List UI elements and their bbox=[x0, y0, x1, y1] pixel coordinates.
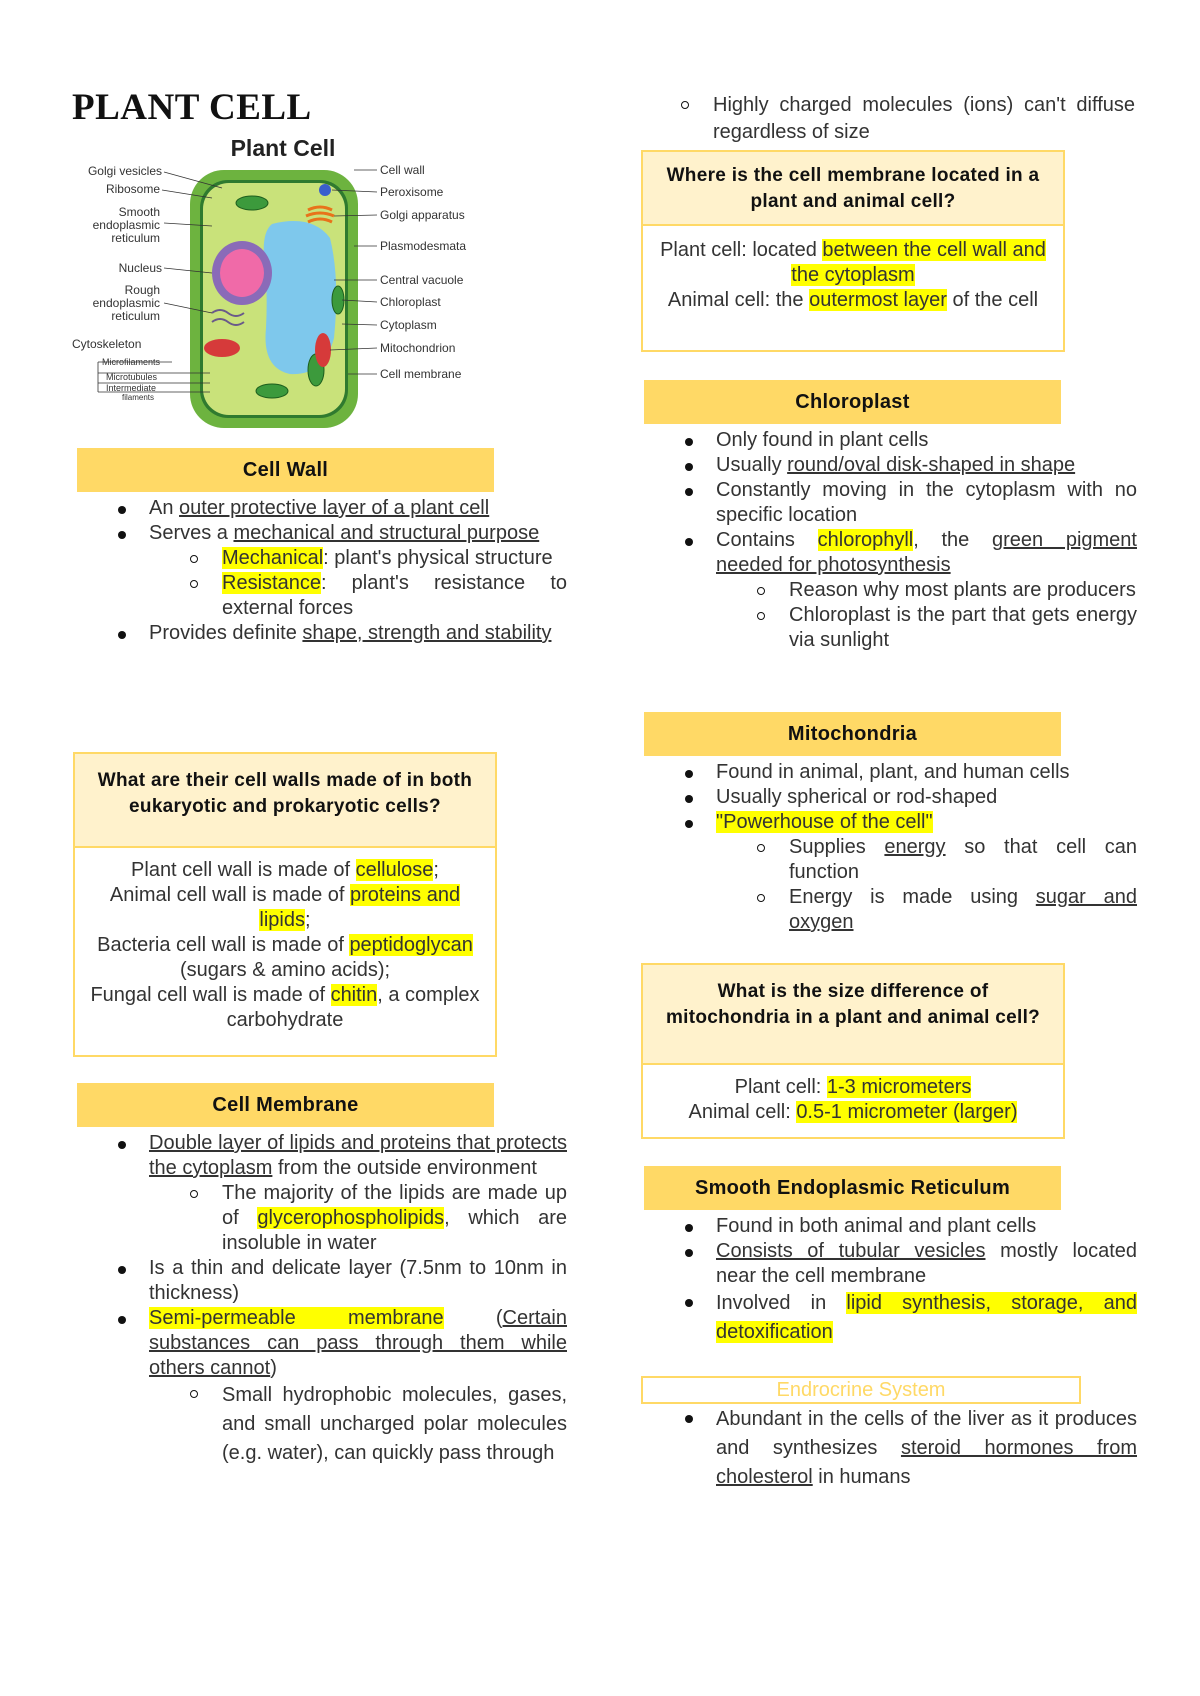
label-golgi-vesicles: Golgi vesicles bbox=[87, 164, 162, 178]
list-item: Mechanical: plant's physical structure bbox=[77, 546, 567, 571]
label-mitochondrion: Mitochondrion bbox=[380, 341, 456, 355]
nucleus-shape bbox=[220, 249, 264, 297]
chloroplast-list bbox=[644, 428, 1137, 653]
label-rough-er-2: endoplasmic bbox=[92, 296, 160, 310]
answer-text: Plant cell wall is made of cellulose; Animal cell wall is made of proteins and lipids; Bacteria cell wall is made of peptidoglycan (sugars & amino acids); Fungal cell wall is made of chitin, a complex carbohydrate bbox=[90, 859, 480, 1031]
diagram-heading: Plant Cell bbox=[230, 135, 336, 161]
list-item: The majority of the lipids are made up of glycerophospholipids, which are insoluble in water bbox=[77, 1181, 567, 1256]
list-item: Constantly moving in the cytoplasm with no specific location bbox=[644, 478, 1137, 528]
list-item: Double layer of lipids and proteins that protects the cytoplasm from the outside environment The majority of the lipids are made up of glycerophospholipids, which are insoluble in water bbox=[77, 1131, 567, 1256]
question-heading: What are their cell walls made of in both eukaryotic and prokaryotic cells? bbox=[75, 754, 495, 848]
list-item: Semi-permeable membrane (Certain substances can pass through them while others cannot) Small hydrophobic molecules, gases, and small uncharged polar molecules (e.g. water), can quickly pass through bbox=[77, 1306, 567, 1468]
label-microfilaments: Microfilaments bbox=[102, 357, 161, 367]
label-ribosome: Ribosome bbox=[105, 182, 160, 196]
mitochondria-list bbox=[644, 760, 1137, 935]
label-smooth-er-3: reticulum bbox=[111, 231, 160, 245]
label-smooth-er-1: Smooth bbox=[118, 205, 160, 219]
label-rough-er-1: Rough bbox=[124, 283, 160, 297]
list-item: Abundant in the cells of the liver as it produces and synthesizes steroid hormones from cholesterol in humans bbox=[644, 1405, 1137, 1492]
cell-walls-question-box bbox=[73, 752, 497, 1057]
question-heading: What is the size difference of mitochondria in a plant and animal cell? bbox=[643, 965, 1063, 1065]
list-item: Reason why most plants are producers bbox=[644, 578, 1137, 603]
list-item: Found in both animal and plant cells bbox=[644, 1214, 1137, 1239]
list-item: Involved in lipid synthesis, storage, and detoxification bbox=[644, 1289, 1137, 1347]
label-plasmodesmata: Plasmodesmata bbox=[380, 239, 467, 253]
question-heading: Where is the cell membrane located in a plant and animal cell? bbox=[643, 152, 1063, 226]
label-cell-wall: Cell wall bbox=[380, 163, 425, 177]
smooth-er-header: Smooth Endoplasmic Reticulum bbox=[644, 1166, 1061, 1210]
list-item: "Powerhouse of the cell" Supplies energy so that cell can function Energy is made using sugar and oxygen bbox=[644, 810, 1137, 935]
cell-membrane-header: Cell Membrane bbox=[77, 1083, 494, 1127]
label-smooth-er-2: endoplasmic bbox=[92, 218, 160, 232]
list-item: Contains chlorophyll, the green pigment needed for photosynthesis Reason why most plants are producers Chloroplast is the part that gets energy via sunlight bbox=[644, 528, 1137, 653]
label-cytoplasm: Cytoplasm bbox=[380, 318, 437, 332]
list-item: Usually spherical or rod-shaped bbox=[644, 785, 1137, 810]
label-peroxisome: Peroxisome bbox=[380, 185, 444, 199]
list-item: Energy is made using sugar and oxygen bbox=[644, 885, 1137, 935]
label-central-vacuole: Central vacuole bbox=[380, 273, 464, 287]
list-item: An outer protective layer of a plant cell bbox=[77, 496, 567, 521]
label-nucleus: Nucleus bbox=[118, 261, 162, 275]
cell-membrane-list-continued bbox=[640, 92, 1135, 146]
mitochondria-size-question-box bbox=[641, 963, 1065, 1139]
endocrine-system-label: Endrocrine System bbox=[641, 1376, 1081, 1404]
smooth-er-list bbox=[644, 1214, 1137, 1347]
label-chloroplast: Chloroplast bbox=[380, 295, 441, 309]
answer-text: Plant cell: 1-3 micrometers Animal cell: 0.5-1 micrometer (larger) bbox=[688, 1076, 1018, 1123]
membrane-location-question-box bbox=[641, 150, 1065, 352]
list-item: Highly charged molecules (ions) can't diffuse regardless of size bbox=[568, 92, 1135, 146]
label-golgi-apparatus: Golgi apparatus bbox=[380, 208, 465, 222]
mitochondrion-shape bbox=[204, 339, 240, 357]
cell-wall-header: Cell Wall bbox=[77, 448, 494, 492]
list-item-container bbox=[640, 92, 1135, 146]
list-item: Supplies energy so that cell can function bbox=[644, 835, 1137, 885]
label-microtubules: Microtubules bbox=[106, 372, 158, 382]
chloroplast-shape bbox=[256, 384, 288, 398]
label-rough-er-3: reticulum bbox=[111, 309, 160, 323]
cell-wall-list bbox=[77, 496, 567, 646]
peroxisome-shape bbox=[319, 184, 331, 196]
list-item: Resistance: plant's resistance to external forces bbox=[77, 571, 567, 621]
list-item: Small hydrophobic molecules, gases, and small uncharged polar molecules (e.g. water), can quickly pass through bbox=[77, 1381, 567, 1468]
list-item: Consists of tubular vesicles mostly located near the cell membrane bbox=[644, 1239, 1137, 1289]
label-filaments: filaments bbox=[122, 393, 155, 402]
list-item: Serves a mechanical and structural purpose Mechanical: plant's physical structure Resistance: plant's resistance to external forces bbox=[77, 521, 567, 621]
label-cell-membrane: Cell membrane bbox=[380, 367, 462, 381]
chloroplast-header: Chloroplast bbox=[644, 380, 1061, 424]
plant-cell-diagram bbox=[72, 128, 502, 446]
mitochondrion-shape bbox=[315, 333, 331, 367]
chloroplast-shape bbox=[236, 196, 268, 210]
label-intermediate: Intermediate bbox=[106, 383, 157, 393]
label-cytoskeleton: Cytoskeleton bbox=[72, 337, 142, 351]
list-item: Is a thin and delicate layer (7.5nm to 10nm in thickness) bbox=[77, 1256, 567, 1306]
endocrine-list bbox=[644, 1405, 1137, 1492]
list-item: Provides definite shape, strength and stability bbox=[77, 621, 567, 646]
list-item: Usually round/oval disk-shaped in shape bbox=[644, 453, 1137, 478]
page-title: PLANT CELL bbox=[72, 87, 312, 128]
answer-text: Plant cell: located between the cell wall and the cytoplasm Animal cell: the outermost layer of the cell bbox=[660, 239, 1046, 311]
list-item: Chloroplast is the part that gets energy via sunlight bbox=[644, 603, 1137, 653]
cell-membrane-list bbox=[77, 1131, 567, 1468]
list-item: Found in animal, plant, and human cells bbox=[644, 760, 1137, 785]
list-item: Only found in plant cells bbox=[644, 428, 1137, 453]
mitochondria-header: Mitochondria bbox=[644, 712, 1061, 756]
